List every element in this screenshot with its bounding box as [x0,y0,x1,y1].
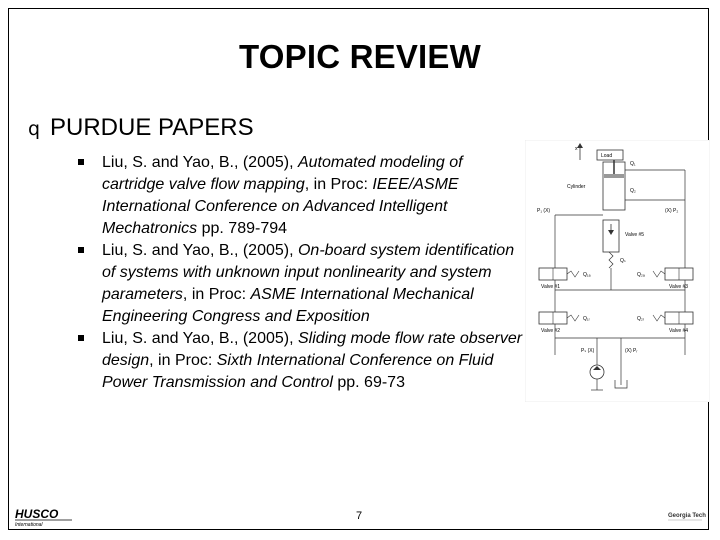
husco-logo-text: HUSCO [15,507,59,521]
label-p1: P₁ (X) [537,208,551,214]
label-p2: (X) P₂ [665,208,679,214]
label-ps: Pₛ (X) [581,348,595,354]
reference-authors: Liu, S. and Yao, B., (2005), [102,330,298,347]
section-heading [28,114,254,142]
reference-item [78,152,528,240]
reference-title: Sliding mode flow rate observer design [102,330,523,369]
label-qs: Qₛ [620,258,626,264]
label-pr: (X) Pᵣ [625,348,638,354]
husco-logo [14,507,76,527]
heading-text: PURDUE PAPERS [50,114,254,141]
label-q1a: Q₁ₐ [583,272,591,278]
label-valve1: Valve #1 [541,284,561,290]
heading-bullet-marker: q [28,118,41,140]
husco-logo-subtext: International [15,522,43,527]
label-valve2: Valve #2 [541,328,561,334]
page-number: 7 [356,510,363,522]
reference-venue: ASME International Mechanical Engineering Congress and Exposition [102,286,474,325]
reference-in-proc: , in Proc: [304,176,373,193]
slide-title: TOPIC REVIEW [239,38,481,75]
reference-title: On-board system identification of systems with unknown input nonlinearity and system parameters [102,242,515,303]
reference-title: Automated modeling of cartridge valve flow mapping [102,154,463,193]
reference-list [78,152,528,394]
label-q2: Q₂ [630,188,636,194]
label-load: Load [601,153,613,159]
reference-venue: Sixth International Conference on Fluid Power Transmission and Control [102,352,494,391]
label-q1b: Q₁ᵣ [583,316,590,322]
label-valve4: Valve #4 [669,328,689,334]
bullet-square-icon [78,247,84,253]
label-x: x [575,146,578,152]
reference-authors: Liu, S. and Yao, B., (2005), [102,242,298,259]
label-valve3: Valve #3 [669,284,689,290]
reference-item [78,328,528,394]
label-valve5: Valve #5 [625,232,645,238]
label-q2a: Q₂ₐ [637,272,645,278]
reference-pages: pp. 69-73 [332,374,405,391]
hydraulic-circuit-diagram [525,140,710,402]
label-cylinder: Cylinder [567,184,586,190]
reference-authors: Liu, S. and Yao, B., (2005), [102,154,298,171]
bullet-square-icon [78,335,84,341]
reference-pages: pp. 789-794 [197,220,288,237]
reference-venue: IEEE/ASME International Conference on Advanced Intelligent Mechatronics [102,176,459,237]
label-q2b: Q₂ᵣ [637,316,645,322]
gt-logo-text: Georgia Tech [668,513,706,519]
bullet-square-icon [78,159,84,165]
reference-in-proc: , in Proc: [182,286,251,303]
georgia-tech-logo [666,508,706,526]
label-q1: Q₁ [630,161,636,167]
reference-item [78,240,528,328]
reference-in-proc: , in Proc: [149,352,217,369]
